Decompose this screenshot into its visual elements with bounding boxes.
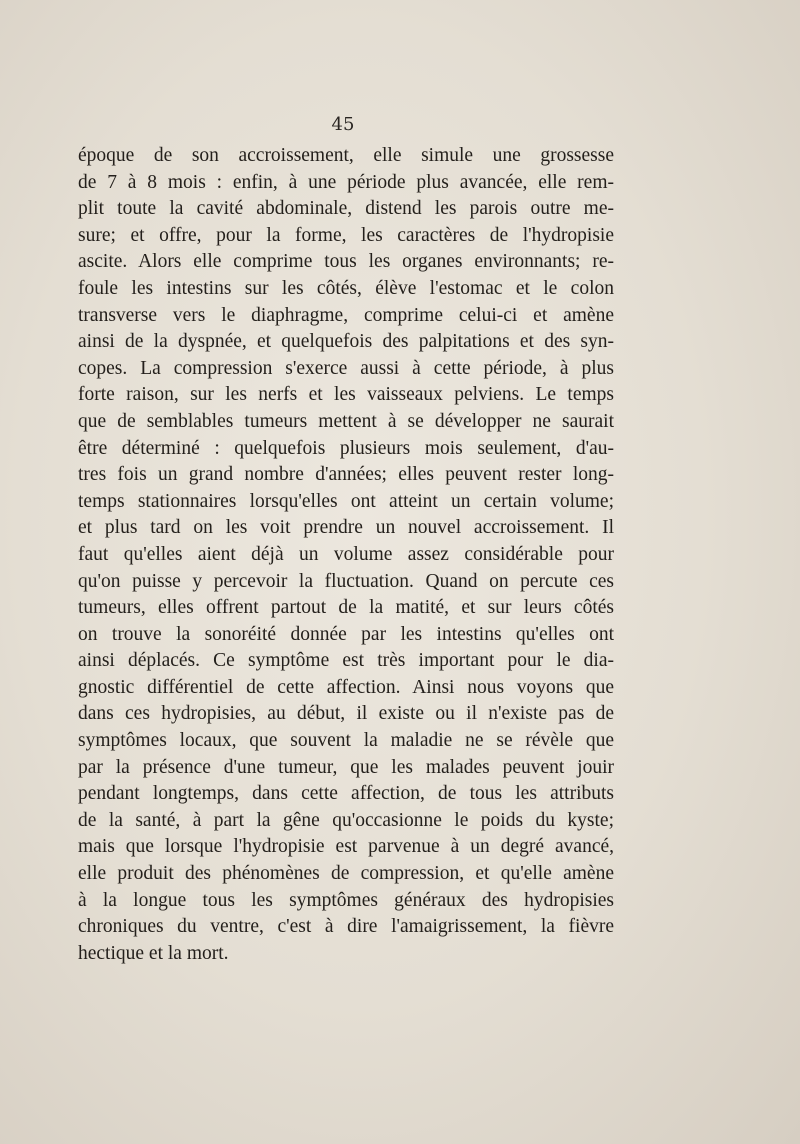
text-line: sure; et offre, pour la forme, les caractères de l'hydropisie (78, 224, 614, 246)
text-line: ascite. Alors elle comprime tous les organes environnants; re- (78, 251, 614, 273)
text-line: forte raison, sur les nerfs et les vaisseaux pelviens. Le temps (78, 384, 614, 406)
text-line: dans ces hydropisies, au début, il existe ou il n'existe pas de (78, 703, 614, 725)
text-line: de 7 à 8 mois : enfin, à une période plus avancée, elle rem- (78, 171, 614, 193)
text-line: ainsi déplacés. Ce symptôme est très important pour le dia- (78, 650, 614, 672)
text-line: être déterminé : quelquefois plusieurs mois seulement, d'au- (78, 437, 614, 459)
text-line: gnostic différentiel de cette affection. Ainsi nous voyons que (78, 676, 614, 698)
text-line: à la longue tous les symptômes généraux des hydropisies (78, 889, 614, 911)
text-line: elle produit des phénomènes de compression, et qu'elle amène (78, 863, 614, 885)
text-line: on trouve la sonoréité donnée par les intestins qu'elles ont (78, 623, 614, 645)
text-line: qu'on puisse y percevoir la fluctuation. Quand on percute ces (78, 570, 614, 592)
text-line: chroniques du ventre, c'est à dire l'amaigrissement, la fièvre (78, 916, 614, 938)
text-line: copes. La compression s'exerce aussi à cette période, à plus (78, 357, 614, 379)
text-line: pendant longtemps, dans cette affection, de tous les attributs (78, 783, 614, 805)
text-line: hectique et la mort. (78, 942, 229, 964)
text-line: temps stationnaires lorsqu'elles ont atteint un certain volume; (78, 490, 614, 512)
text-line: transverse vers le diaphragme, comprime celui-ci et amène (78, 304, 614, 326)
text-line: de la santé, à part la gêne qu'occasionne le poids du kyste; (78, 809, 614, 831)
text-line: faut qu'elles aient déjà un volume assez considérable pour (78, 543, 614, 565)
text-line: tres fois un grand nombre d'années; elles peuvent rester long- (78, 464, 614, 486)
text-line: que de semblables tumeurs mettent à se développer ne saurait (78, 410, 614, 432)
text-line: par la présence d'une tumeur, que les malades peuvent jouir (78, 756, 614, 778)
text-line: tumeurs, elles offrent partout de la matité, et sur leurs côtés (78, 597, 614, 619)
page-number: 45 (331, 114, 355, 135)
text-line: ainsi de la dyspnée, et quelquefois des palpitations et des syn- (78, 331, 614, 353)
body-text (78, 143, 614, 967)
text-line: plit toute la cavité abdominale, distend les parois outre me- (78, 198, 614, 220)
text-line: et plus tard on les voit prendre un nouvel accroissement. Il (78, 517, 614, 539)
text-line: foule les intestins sur les côtés, élève l'estomac et le colon (78, 277, 614, 299)
text-line: symptômes locaux, que souvent la maladie ne se révèle que (78, 730, 614, 752)
text-line: mais que lorsque l'hydropisie est parvenue à un degré avancé, (78, 836, 614, 858)
text-line: époque de son accroissement, elle simule une grossesse (78, 145, 614, 166)
